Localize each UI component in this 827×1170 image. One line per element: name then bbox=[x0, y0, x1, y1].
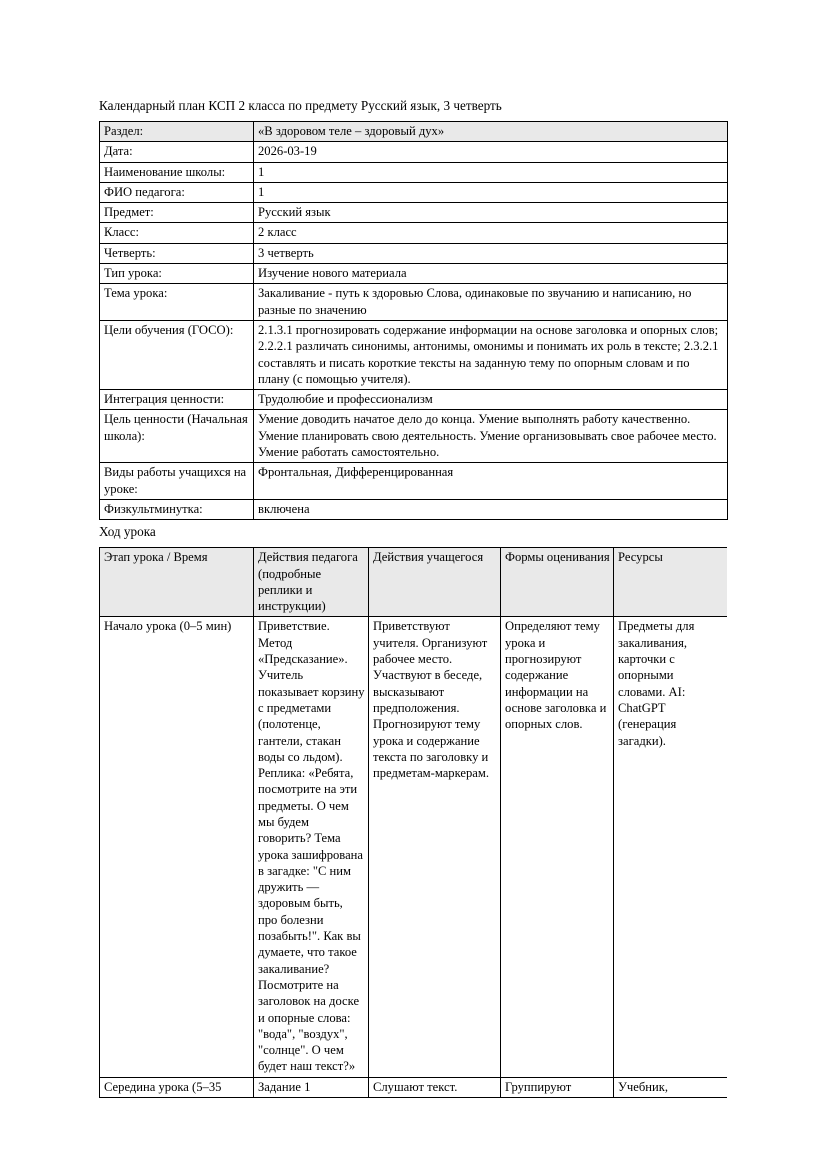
flow-resources-cell: Предметы для закаливания, карточки с опорными словами. AI: ChatGPT (генерация загадки). bbox=[614, 617, 728, 1077]
table-row bbox=[100, 463, 728, 500]
table-row bbox=[100, 390, 728, 410]
table-row bbox=[100, 320, 728, 389]
flow-header-row bbox=[100, 548, 728, 617]
info-value-cell: Русский язык bbox=[254, 203, 728, 223]
info-label-cell: Класс: bbox=[100, 223, 254, 243]
table-row bbox=[100, 223, 728, 243]
flow-stage-cell: Середина урока (5–35 bbox=[100, 1077, 254, 1097]
info-value-cell: Умение доводить начатое дело до конца. Умение выполнять работу качественно. Умение планировать свою деятельность. Умение организовывать свое рабочее место. Умение работать самостоятельно. bbox=[254, 410, 728, 463]
info-value-cell: «В здоровом теле – здоровый дух» bbox=[254, 122, 728, 142]
table-row bbox=[100, 284, 728, 321]
table-row bbox=[100, 264, 728, 284]
info-label-cell: Тип урока: bbox=[100, 264, 254, 284]
info-value-cell: включена bbox=[254, 499, 728, 519]
info-value-cell: Трудолюбие и профессионализм bbox=[254, 390, 728, 410]
flow-table-clip bbox=[99, 547, 727, 1098]
table-row bbox=[100, 203, 728, 223]
flow-caption: Ход урока bbox=[99, 524, 156, 540]
flow-teacher-cell: Приветствие. Метод «Предсказание». Учитель показывает корзину с предметами (полотенце, гантели, стакан воды со льдом). Реплика: «Ребята, посмотрите на эти предметы. О чем мы будем говорить? Тема урока зашифрована в загадке: "С ним дружить — здоровым быть, про болезни позабыть!". Как вы думаете, что такое закаливание? Посмотрите на заголовок на доске и опорные слова: "вода", "воздух", "солнце". О чем будет наш текст?» bbox=[254, 617, 369, 1077]
lesson-info-table bbox=[99, 121, 728, 520]
table-row bbox=[100, 122, 728, 142]
table-row bbox=[100, 243, 728, 263]
flow-assessment-cell: Определяют тему урока и прогнозируют содержание информации на основе заголовка и опорных слов. bbox=[501, 617, 614, 1077]
table-row bbox=[100, 1077, 728, 1097]
info-value-cell: 3 четверть bbox=[254, 243, 728, 263]
flow-column-header: Этап урока / Время bbox=[100, 548, 254, 617]
flow-column-header: Ресурсы bbox=[614, 548, 728, 617]
flow-resources-cell: Учебник, bbox=[614, 1077, 728, 1097]
info-label-cell: Виды работы учащихся на уроке: bbox=[100, 463, 254, 500]
info-value-cell: 1 bbox=[254, 182, 728, 202]
info-label-cell: ФИО педагога: bbox=[100, 182, 254, 202]
flow-stage-cell: Начало урока (0–5 мин) bbox=[100, 617, 254, 1077]
table-row bbox=[100, 617, 728, 1077]
info-table-body bbox=[100, 122, 728, 520]
info-label-cell: Предмет: bbox=[100, 203, 254, 223]
flow-teacher-cell: Задание 1 bbox=[254, 1077, 369, 1097]
info-value-cell: 2 класс bbox=[254, 223, 728, 243]
info-label-cell: Дата: bbox=[100, 142, 254, 162]
lesson-flow-table bbox=[99, 547, 727, 1098]
table-row bbox=[100, 142, 728, 162]
info-value-cell: Фронтальная, Дифференцированная bbox=[254, 463, 728, 500]
page-title: Календарный план КСП 2 класса по предмету Русский язык, 3 четверть bbox=[99, 98, 502, 113]
table-row bbox=[100, 162, 728, 182]
info-label-cell: Цели обучения (ГОСО): bbox=[100, 320, 254, 389]
flow-assessment-cell: Группируют bbox=[501, 1077, 614, 1097]
table-row bbox=[100, 410, 728, 463]
info-value-cell: Закаливание - путь к здоровью Слова, одинаковые по звучанию и написанию, но разные по значению bbox=[254, 284, 728, 321]
info-value-cell: 1 bbox=[254, 162, 728, 182]
flow-student-cell: Приветствуют учителя. Организуют рабочее место. Участвуют в беседе, высказывают предположения. Прогнозируют тему урока и содержание текста по заголовку и предметам-маркерам. bbox=[369, 617, 501, 1077]
info-label-cell: Раздел: bbox=[100, 122, 254, 142]
flow-table-body bbox=[100, 617, 728, 1098]
info-label-cell: Наименование школы: bbox=[100, 162, 254, 182]
info-value-cell: Изучение нового материала bbox=[254, 264, 728, 284]
flow-column-header: Действия педагога (подробные реплики и инструкции) bbox=[254, 548, 369, 617]
table-row bbox=[100, 182, 728, 202]
flow-table-head bbox=[100, 548, 728, 617]
info-label-cell: Физкультминутка: bbox=[100, 499, 254, 519]
flow-column-header: Формы оценивания bbox=[501, 548, 614, 617]
info-value-cell: 2026-03-19 bbox=[254, 142, 728, 162]
table-row bbox=[100, 499, 728, 519]
info-label-cell: Цель ценности (Начальная школа): bbox=[100, 410, 254, 463]
info-label-cell: Четверть: bbox=[100, 243, 254, 263]
info-label-cell: Интеграция ценности: bbox=[100, 390, 254, 410]
flow-student-cell: Слушают текст. bbox=[369, 1077, 501, 1097]
info-value-cell: 2.1.3.1 прогнозировать содержание информации на основе заголовка и опорных слов; 2.2.2.1 различать синонимы, антонимы, омонимы и понимать их роль в тексте; 2.3.2.1 составлять и писать короткие тексты на заданную тему по опорным словам и по плану (с помощью учителя). bbox=[254, 320, 728, 389]
flow-column-header: Действия учащегося bbox=[369, 548, 501, 617]
info-label-cell: Тема урока: bbox=[100, 284, 254, 321]
